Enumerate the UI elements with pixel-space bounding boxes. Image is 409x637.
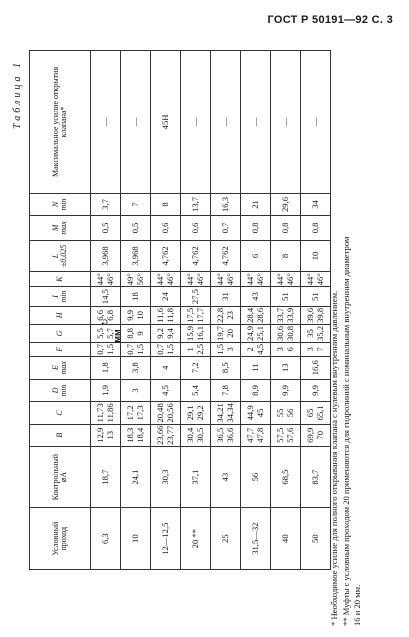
table-row <box>271 51 301 570</box>
cell-value: 18,4 <box>134 427 145 443</box>
cell-value: 3 <box>224 347 235 352</box>
table-cell <box>91 324 121 342</box>
table-cell <box>151 324 181 342</box>
cell-value: 30,6 <box>275 325 286 341</box>
table-row <box>301 51 331 570</box>
table-cell: 31 <box>211 287 241 307</box>
cell-value: 34,34 <box>224 403 235 423</box>
table-cell: 4,762 <box>151 240 181 271</box>
table-cell <box>301 272 331 287</box>
table-cell: 10 <box>121 508 151 570</box>
table-cell <box>211 306 241 324</box>
table-cell <box>121 306 151 324</box>
cell-value: 44° <box>245 273 256 286</box>
footnote-2: ** Муфты с условным проходом 20 применяются для гидролиний с номинальным внутренним диаметром <box>340 236 351 626</box>
table-cell <box>181 272 211 287</box>
table-cell: 18,7 <box>91 446 121 507</box>
cell-value: 1 <box>185 347 196 352</box>
table-cell <box>211 342 241 356</box>
table-cell: 83,7 <box>301 446 331 507</box>
table-cell <box>91 342 121 356</box>
table-cell: — <box>271 51 301 194</box>
cell-value: 30,5 <box>194 427 205 443</box>
cell-value: 46° <box>254 273 265 286</box>
column-header: M max <box>30 216 91 241</box>
table-cell <box>211 324 241 342</box>
cell-value: 9,2 <box>155 328 166 339</box>
cell-value: 17,3 <box>134 405 145 421</box>
cell-value: 36,5 <box>215 427 226 443</box>
table-cell <box>91 402 121 424</box>
cell-value: 15,9 <box>185 325 196 341</box>
cell-value: 23 <box>224 311 235 320</box>
table-cell: 0,6 <box>181 216 211 241</box>
cell-value: 44° <box>215 273 226 286</box>
table-cell: 9,9 <box>301 379 331 402</box>
table-cell <box>301 424 331 446</box>
table-cell <box>211 272 241 287</box>
cell-value: 44° <box>275 273 286 286</box>
table-cell <box>271 342 301 356</box>
table-cell: 4 <box>151 356 181 379</box>
table-cell: 27,5 <box>181 287 211 307</box>
margin-mark: ↻ <box>100 318 110 326</box>
table-cell <box>301 402 331 424</box>
table-cell: 0,8 <box>241 216 271 241</box>
table-cell <box>121 342 151 356</box>
table-row <box>241 51 271 570</box>
table-cell <box>301 306 331 324</box>
table-cell <box>271 324 301 342</box>
cell-value: 11,6 <box>155 308 166 323</box>
cell-value: 20,56 <box>164 403 175 423</box>
cell-value: 46° <box>164 273 175 286</box>
table-row <box>211 51 241 570</box>
cell-value: 1,5 <box>164 343 175 355</box>
cell-value: 23,77 <box>164 425 175 445</box>
table-row <box>91 51 121 570</box>
column-header: K <box>30 272 91 287</box>
cell-value: 1,5 <box>104 343 115 355</box>
table-cell <box>91 424 121 446</box>
cell-value: 11,73 <box>95 403 106 423</box>
cell-value: 17,2 <box>125 405 136 421</box>
cell-value: 55 <box>275 408 286 418</box>
cell-value: 39,8 <box>314 307 325 323</box>
cell-value: 23,66 <box>155 425 166 445</box>
table-cell: 7,2 <box>181 356 211 379</box>
table-cell <box>121 424 151 446</box>
cell-value: 56 <box>284 408 295 418</box>
cell-value: 30,8 <box>284 325 295 341</box>
cell-value: 69,9 <box>305 427 316 443</box>
table-cell <box>151 342 181 356</box>
table-cell: 10 <box>301 240 331 271</box>
table-cell: 34 <box>301 193 331 215</box>
cell-value: 46° <box>314 273 325 286</box>
cell-value: 9,4 <box>164 328 175 339</box>
table-cell: — <box>241 51 271 194</box>
table-cell: 1,8 <box>91 356 121 379</box>
table-cell: 3 <box>121 379 151 402</box>
table-cell: 0,8 <box>301 216 331 241</box>
column-header: E max <box>30 356 91 379</box>
cell-value: 39,6 <box>305 307 316 323</box>
table-cell: 4,762 <box>181 240 211 271</box>
cell-value: 12,9 <box>95 427 106 443</box>
cell-value: 44° <box>305 273 316 286</box>
cell-value: 70 <box>314 430 325 440</box>
cell-value: 44° <box>185 273 196 286</box>
cell-value: 35 <box>305 329 316 338</box>
cell-value: 20,48 <box>155 403 166 423</box>
cell-value: 5,7 <box>104 328 115 339</box>
cell-value: 7 <box>314 347 325 352</box>
cell-value: 4,5 <box>254 343 265 355</box>
cell-value: 46° <box>104 273 115 286</box>
table-cell: 0,7 <box>211 216 241 241</box>
cell-value: 47,8 <box>254 427 265 443</box>
table-cell: 56 <box>241 446 271 507</box>
table-cell <box>211 424 241 446</box>
cell-value: 2 <box>245 347 256 352</box>
cell-value: 36,6 <box>224 427 235 443</box>
table-cell: 11 <box>241 356 271 379</box>
table-cell: 13,7 <box>181 193 211 215</box>
cell-value: 33,9 <box>284 307 295 323</box>
table-cell <box>241 424 271 446</box>
table-cell: 3,7 <box>91 193 121 215</box>
cell-value: 1,5 <box>134 343 145 355</box>
table-cell <box>181 306 211 324</box>
cell-value: 19,7 <box>215 325 226 341</box>
table-row <box>181 51 211 570</box>
footnotes <box>329 46 364 626</box>
column-header: B <box>30 424 91 446</box>
table-cell: 9,9 <box>271 379 301 402</box>
cell-value: 25,1 <box>254 325 265 341</box>
table-cell <box>271 402 301 424</box>
cell-value: 5,5 <box>95 328 106 339</box>
cell-value: 3 <box>275 347 286 352</box>
cell-value: 0,7 <box>155 343 166 355</box>
table-cell: 6 <box>241 240 271 271</box>
column-header: H <box>30 306 91 324</box>
table-cell <box>181 402 211 424</box>
table-cell: 50 <box>301 508 331 570</box>
column-header: Контрольный ⌀A <box>30 446 91 507</box>
cell-value: 44,9 <box>245 405 256 421</box>
cell-value: 49° <box>125 273 136 286</box>
table-cell <box>151 402 181 424</box>
cell-value: 0,7 <box>95 343 106 355</box>
cell-value: 33,7 <box>275 307 286 323</box>
cell-value: 9,9 <box>125 310 136 321</box>
table-cell: 30,3 <box>151 446 181 507</box>
cell-value: 6,6 <box>95 310 106 321</box>
cell-value: 24,9 <box>245 325 256 341</box>
cell-value: 13 <box>104 430 115 440</box>
table-cell: — <box>121 51 151 194</box>
table-cell <box>241 306 271 324</box>
table-cell: 3,968 <box>91 240 121 271</box>
table-cell: 14,5 <box>91 287 121 307</box>
cell-value: 46° <box>194 273 205 286</box>
table-cell: 6,3 <box>91 508 121 570</box>
table-cell: — <box>91 51 121 194</box>
cell-value: 17,7 <box>194 307 205 323</box>
cell-value: 57,6 <box>284 427 295 443</box>
table-cell: 31,5—32 <box>241 508 271 570</box>
cell-value: 65 <box>305 408 316 418</box>
cell-value: 30,4 <box>185 427 196 443</box>
table-cell <box>181 424 211 446</box>
column-header: N min <box>30 193 91 215</box>
cell-value: 57,5 <box>275 427 286 443</box>
cell-value: 20 <box>224 329 235 338</box>
cell-value: 56° <box>134 273 145 286</box>
page-header: ГОСТ Р 50191—92 С. 3 <box>267 14 393 26</box>
table-cell: 1,9 <box>91 379 121 402</box>
table-cell <box>151 424 181 446</box>
cell-value: 1,5 <box>215 343 226 355</box>
column-header: Условный проход <box>30 508 91 570</box>
table-cell: 68,5 <box>271 446 301 507</box>
cell-value: 17,5 <box>185 307 196 323</box>
table-cell <box>241 402 271 424</box>
table-cell: 16,3 <box>211 193 241 215</box>
cell-value: 35,2 <box>314 325 325 341</box>
table-cell <box>301 324 331 342</box>
table-cell: 13 <box>271 356 301 379</box>
table-cell: 16,6 <box>301 356 331 379</box>
table-cell <box>181 324 211 342</box>
table-cell <box>151 306 181 324</box>
cell-value: 18,3 <box>125 427 136 443</box>
table-cell: 51 <box>271 287 301 307</box>
cell-value: 28,4 <box>245 307 256 323</box>
cell-value: 44° <box>155 273 166 286</box>
table-cell: 51 <box>301 287 331 307</box>
table-cell: 40 <box>271 508 301 570</box>
table-cell <box>121 324 151 342</box>
table-body <box>91 51 331 570</box>
cell-value: 28,6 <box>254 307 265 323</box>
cell-value: 47,7 <box>245 427 256 443</box>
table-cell: 43 <box>241 287 271 307</box>
cell-value: 46° <box>284 273 295 286</box>
cell-value: 29,2 <box>194 405 205 421</box>
table-cell <box>241 324 271 342</box>
table-header-row <box>30 51 91 570</box>
column-header: G <box>30 324 91 342</box>
cell-value: 44° <box>95 273 106 286</box>
table-cell: 3,8 <box>121 356 151 379</box>
table-cell: — <box>301 51 331 194</box>
table-cell: 18 <box>121 287 151 307</box>
table-cell: 4,762 <box>211 240 241 271</box>
rotated-content <box>4 46 404 626</box>
column-header: D min <box>30 379 91 402</box>
table-cell: 37,1 <box>181 446 211 507</box>
table-cell: 7 <box>121 193 151 215</box>
column-header: I min <box>30 287 91 307</box>
table-cell <box>121 272 151 287</box>
column-header: F <box>30 342 91 356</box>
table-cell: 8,9 <box>241 379 271 402</box>
table-row <box>121 51 151 570</box>
cell-value: 10 <box>134 311 145 320</box>
cell-value: 34,21 <box>215 403 226 423</box>
table-cell <box>151 272 181 287</box>
table-cell: 43 <box>211 446 241 507</box>
footnote-1: * Необходимое усилие для полного открывания клапана с нулевым внутренним давлением. <box>329 290 339 626</box>
cell-value: 9 <box>134 331 145 336</box>
table-cell: — <box>181 51 211 194</box>
cell-value: 22,8 <box>215 307 226 323</box>
table-cell: 45Н <box>151 51 181 194</box>
table-cell <box>241 272 271 287</box>
table-cell <box>91 306 121 324</box>
table-cell <box>271 306 301 324</box>
table-row <box>151 51 181 570</box>
table-cell: 5,4 <box>181 379 211 402</box>
dimensions-table <box>29 50 331 570</box>
cell-value: 46° <box>224 273 235 286</box>
table-cell: 20 ** <box>181 508 211 570</box>
cell-value: 6,8 <box>104 310 115 321</box>
table-cell: 24,1 <box>121 446 151 507</box>
table-caption: Таблица 1 <box>12 60 23 129</box>
table-cell <box>271 424 301 446</box>
table-cell <box>211 402 241 424</box>
table-cell: 29,6 <box>271 193 301 215</box>
cell-value: 29,1 <box>185 405 196 421</box>
cell-value: 16,1 <box>194 325 205 341</box>
cell-value: 45 <box>254 408 265 418</box>
cell-value: 11,86 <box>104 403 115 423</box>
table-cell <box>301 342 331 356</box>
table-cell: 8 <box>271 240 301 271</box>
table-cell: 4,5 <box>151 379 181 402</box>
cell-value: 8,8 <box>125 328 136 339</box>
table-cell: 0,5 <box>91 216 121 241</box>
column-header: L ±0,025 <box>30 240 91 271</box>
table-cell <box>271 272 301 287</box>
cell-value: 0,7 <box>125 343 136 355</box>
cell-value: 6 <box>284 347 295 352</box>
table-cell: 0,8 <box>271 216 301 241</box>
cell-value: 2,5 <box>194 343 205 355</box>
column-header: Максимальное усилие открытия клапана* <box>30 51 91 194</box>
table-cell: 8,5 <box>211 356 241 379</box>
table-cell: 3,968 <box>121 240 151 271</box>
unit-label: мм <box>112 329 122 343</box>
table-cell <box>181 342 211 356</box>
cell-value: 65,1 <box>314 405 325 421</box>
table-cell <box>121 402 151 424</box>
table-cell: 0,5 <box>121 216 151 241</box>
table-cell: 8 <box>151 193 181 215</box>
table-cell <box>241 342 271 356</box>
table-cell: 7,8 <box>211 379 241 402</box>
column-header: C <box>30 402 91 424</box>
table-cell: 25 <box>211 508 241 570</box>
cell-value: 11,8 <box>164 308 175 323</box>
table-cell: 0,6 <box>151 216 181 241</box>
footnote-3: 16 и 20 мм. <box>352 584 363 626</box>
cell-value: 3 <box>305 347 316 352</box>
table-cell: — <box>211 51 241 194</box>
table-cell: 21 <box>241 193 271 215</box>
table-cell: 24 <box>151 287 181 307</box>
table-cell <box>91 272 121 287</box>
table-cell: 12—12,5 <box>151 508 181 570</box>
